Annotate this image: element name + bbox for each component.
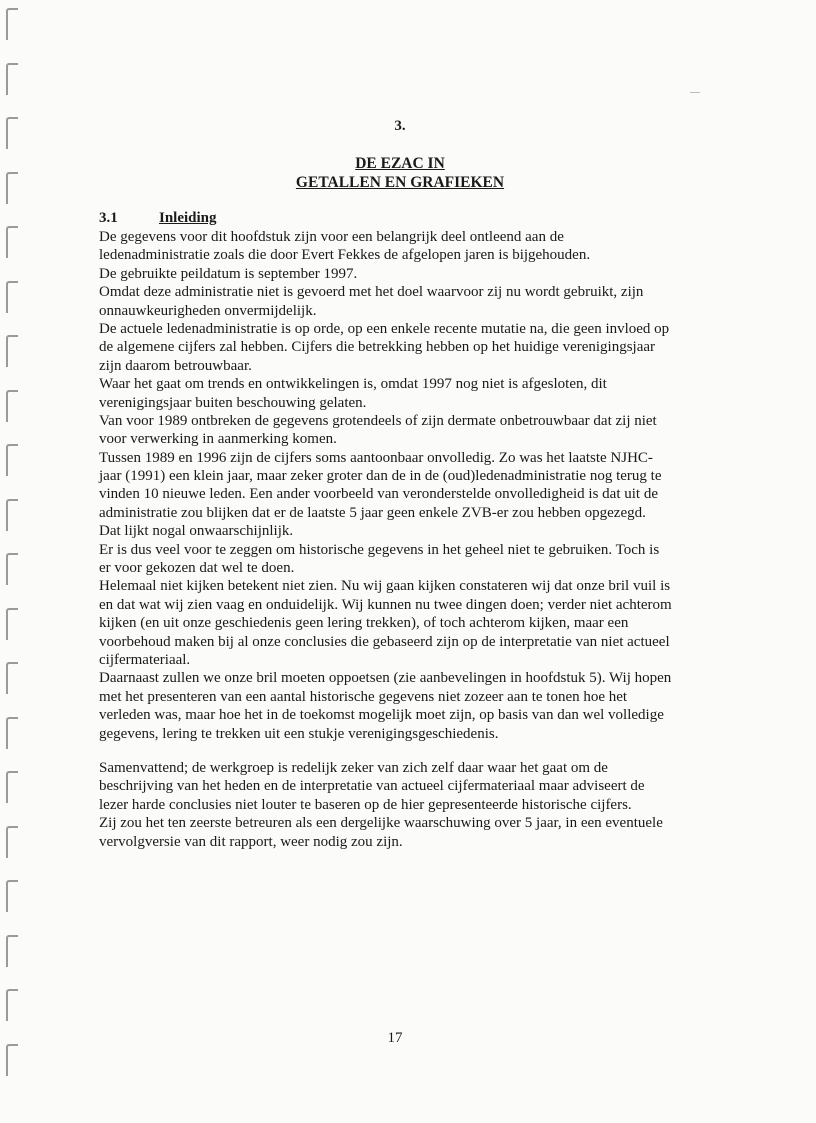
text-line: verenigingsjaar buiten beschouwing gelaten. xyxy=(99,394,367,411)
text-line: kijken (en uit onze geschiedenis geen lering trekken), of toch achterom kijken, maar een xyxy=(99,615,629,632)
text-line: voorbehoud maken bij al onze conclusies die gebaseerd zijn op de interpretatie van niet actueel xyxy=(99,633,670,650)
chapter-title-line-2: GETALLEN EN GRAFIEKEN xyxy=(295,174,505,191)
binding-ring xyxy=(6,989,18,1021)
text-line: gegevens, lering te trekken uit een stukje verenigingsgeschiedenis. xyxy=(99,725,499,742)
text-line: lezer harde conclusies niet louter te baseren op de hier gepresenteerde historische cijfers. xyxy=(99,796,632,813)
text-line: Omdat deze administratie niet is gevoerd met het doel waarvoor zij nu wordt gebruikt, zijn xyxy=(99,284,644,301)
text-line: De gegevens voor dit hoofdstuk zijn voor een belangrijk deel ontleend aan de xyxy=(99,229,564,245)
text-line: Van voor 1989 ontbreken de gegevens grotendeels of zijn dermate onbetrouwbaar dat zij niet xyxy=(99,412,657,429)
body-text xyxy=(99,228,711,851)
section-number: 3.1 xyxy=(99,210,118,226)
binding-ring xyxy=(6,335,18,367)
binding-ring xyxy=(6,390,18,422)
binding-ring xyxy=(6,444,18,476)
text-line: administratie zou blijken dat er de laatste 5 jaar geen enkele ZVB-er zou hebben opgezegd. xyxy=(99,504,646,521)
body-paragraphs xyxy=(99,228,711,743)
binding-ring xyxy=(6,771,18,803)
text-line: Daarnaast zullen we onze bril moeten oppoetsen (zie aanbevelingen in hoofdstuk 5). Wij hopen xyxy=(99,670,672,687)
text-line: verleden was, maar hoe het in de toekomst mogelijk moet zijn, op basis van dan wel volledige xyxy=(99,707,664,724)
text-line: vervolgversie van dit rapport, weer nodig zou zijn. xyxy=(99,833,403,850)
binding-ring xyxy=(6,608,18,640)
text-line: voor verwerking in aanmerking komen. xyxy=(99,431,337,448)
binding-ring xyxy=(6,717,18,749)
text-line: Tussen 1989 en 1996 zijn de cijfers soms aantoonbaar onvolledig. Zo was het laatste NJHC- xyxy=(99,449,653,466)
text-line: Helemaal niet kijken betekent niet zien. Nu wij gaan kijken constateren wij dat onze bril vuil is xyxy=(99,578,671,595)
text-line: zijn daarom betrouwbaar. xyxy=(99,357,252,374)
text-line: met het presenteren van een aantal historische gegevens niet zozeer aan te tonen hoe het xyxy=(99,688,628,705)
binding-ring xyxy=(6,826,18,858)
binding-ring xyxy=(6,553,18,585)
page-number: 17 xyxy=(387,1030,403,1046)
text-line: vinden 10 nieuwe leden. Een ander voorbeeld van veronderstelde onvolledigheid is dat uit de xyxy=(99,486,658,503)
chapter-title xyxy=(0,154,800,192)
text-line: Er is dus veel voor te zeggen om historische gegevens in het geheel niet te gebruiken. Toch is xyxy=(99,541,660,558)
text-line: de algemene cijfers zal hebben. Cijfers die betrekking hebben op het huidige verenigingsjaar xyxy=(99,339,656,356)
section-heading xyxy=(99,210,217,227)
summary-paragraph xyxy=(99,759,711,851)
section-title: Inleiding xyxy=(159,210,217,226)
scan-mark xyxy=(690,92,700,93)
text-line: ledenadministratie zoals die door Evert Fekkes de afgelopen jaren is bijgehouden. xyxy=(99,247,591,264)
text-line: De gebruikte peildatum is september 1997. xyxy=(99,265,358,282)
chapter-title-line-1: DE EZAC IN xyxy=(355,155,445,172)
text-line: er voor gekozen dat wel te doen. xyxy=(99,560,295,577)
text-line: Samenvattend; de werkgroep is redelijk zeker van zich zelf daar waar het gaat om de xyxy=(99,759,608,776)
binding-ring xyxy=(6,226,18,258)
text-line: De actuele ledenadministratie is op orde, op een enkele recente mutatie na, die geen invloed op xyxy=(99,320,670,337)
binding-ring xyxy=(6,1044,18,1076)
binding-ring xyxy=(6,499,18,531)
text-line: cijfermateriaal. xyxy=(99,651,191,668)
binding-ring xyxy=(6,880,18,912)
binding-ring xyxy=(6,281,18,313)
text-line: beschrijving van het heden en de interpretatie van actueel cijfermateriaal maar adviseert de xyxy=(99,778,645,795)
binding-ring xyxy=(6,8,18,40)
text-line: en dat wat wij zien vaag en onduidelijk. Wij kunnen nu twee dingen doen; verder niet achterom xyxy=(99,596,672,613)
text-line: Waar het gaat om trends en ontwikkelingen is, omdat 1997 nog niet is afgesloten, dit xyxy=(99,376,607,393)
text-line: jaar (1991) een klein jaar, maar zeker groter dan de in de (oud)ledenadministratie nog terug te xyxy=(99,468,662,485)
text-line: Zij zou het ten zeerste betreuren als een dergelijke waarschuwing over 5 jaar, in een eventuele xyxy=(99,815,663,832)
chapter-number: 3. xyxy=(394,118,406,134)
binding-ring xyxy=(6,63,18,95)
binding-ring xyxy=(6,935,18,967)
text-line: onnauwkeurigheden onvermijdelijk. xyxy=(99,302,317,319)
binding-ring xyxy=(6,662,18,694)
text-line: Dat lijkt nogal onwaarschijnlijk. xyxy=(99,523,294,540)
